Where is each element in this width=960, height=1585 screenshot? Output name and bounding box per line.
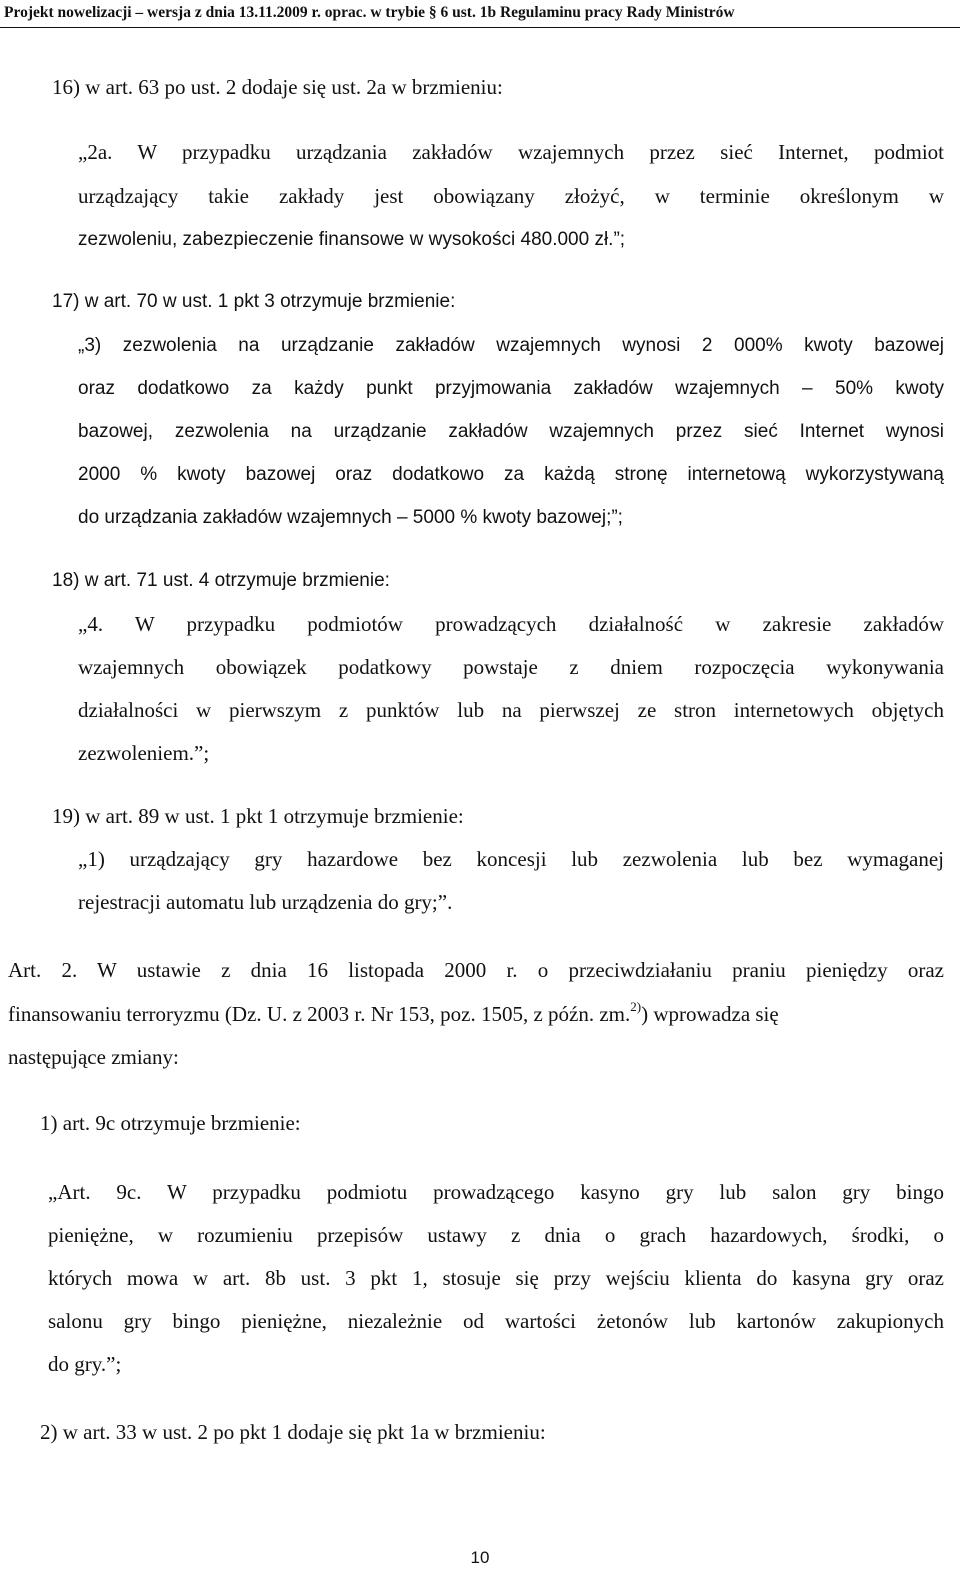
header-divider bbox=[0, 27, 960, 28]
quote-3-line-3: bazowej, zezwolenia na urządzanie zakładów wzajemnych przez sieć Internet wynosi bbox=[78, 421, 944, 442]
amendment-19: 19) w art. 89 w ust. 1 pkt 1 otrzymuje brzmienie: bbox=[52, 804, 464, 828]
quote-4-line-4: zezwoleniem.”; bbox=[78, 741, 210, 765]
amendment-17: 17) w art. 70 w ust. 1 pkt 3 otrzymuje brzmienie: bbox=[52, 291, 456, 312]
document-header: Projekt nowelizacji – wersja z dnia 13.11.2009 r. oprac. w trybie § 6 ust. 1b Regulaminu pracy Rady Ministrów bbox=[4, 4, 735, 21]
quote-2a-line-1: „2a. W przypadku urządzania zakładów wzajemnych przez sieć Internet, podmiot bbox=[78, 140, 944, 164]
art-9c-line-5: do gry.”; bbox=[48, 1352, 122, 1376]
quote-3-line-1: „3) zezwolenia na urządzanie zakładów wzajemnych wynosi 2 000% kwoty bazowej bbox=[78, 335, 944, 356]
change-2: 2) w art. 33 w ust. 2 po pkt 1 dodaje się pkt 1a w brzmieniu: bbox=[40, 1420, 546, 1444]
art-9c-line-1: „Art. 9c. W przypadku podmiotu prowadzącego kasyno gry lub salon gry bingo bbox=[48, 1180, 944, 1204]
amendment-16: 16) w art. 63 po ust. 2 dodaje się ust. 2a w brzmieniu: bbox=[52, 75, 503, 99]
quote-3-line-2: oraz dodatkowo za każdy punkt przyjmowania zakładów wzajemnych – 50% kwoty bbox=[78, 378, 944, 399]
quote-1-line-1: „1) urządzający gry hazardowe bez koncesji lub zezwolenia lub bez wymaganej bbox=[78, 847, 944, 871]
amendment-18: 18) w art. 71 ust. 4 otrzymuje brzmienie: bbox=[52, 570, 390, 591]
quote-4-line-3: działalności w pierwszym z punktów lub na pierwszej ze stron internetowych objętych bbox=[78, 698, 944, 722]
art-9c-line-4: salonu gry bingo pieniężne, niezależnie od wartości żetonów lub kartonów zakupionych bbox=[48, 1309, 944, 1333]
quote-3-line-5: do urządzania zakładów wzajemnych – 5000 % kwoty bazowej;”; bbox=[78, 507, 623, 528]
quote-2a-line-3: zezwoleniu, zabezpieczenie finansowe w wysokości 480.000 zł.”; bbox=[78, 229, 626, 250]
quote-4-line-2: wzajemnych obowiązek podatkowy powstaje z dniem rozpoczęcia wykonywania bbox=[78, 655, 944, 679]
quote-2a-line-2: urządzający takie zakłady jest obowiązany złożyć, w terminie określonym w bbox=[78, 184, 944, 208]
page-number: 10 bbox=[470, 1548, 490, 1567]
art-2-line-2: finansowaniu terroryzmu (Dz. U. z 2003 r. Nr 153, poz. 1505, z późn. zm.$^{2)}$) wprowadza się bbox=[8, 999, 779, 1026]
quote-4-line-1: „4. W przypadku podmiotów prowadzących działalność w zakresie zakładów bbox=[78, 612, 944, 636]
footnote-reference: 2) bbox=[630, 999, 642, 1014]
change-1: 1) art. 9c otrzymuje brzmienie: bbox=[40, 1111, 301, 1135]
quote-3-line-4: 2000 % kwoty bazowej oraz dodatkowo za każdą stronę internetową wykorzystywaną bbox=[78, 464, 944, 485]
art-9c-line-3: których mowa w art. 8b ust. 3 pkt 1, stosuje się przy wejściu klienta do kasyna gry oraz bbox=[48, 1266, 944, 1290]
art-2-line-3: następujące zmiany: bbox=[8, 1045, 179, 1069]
art-9c-line-2: pieniężne, w rozumieniu przepisów ustawy z dnia o grach hazardowych, środki, o bbox=[48, 1223, 944, 1247]
quote-1-line-2: rejestracji automatu lub urządzenia do gry;”. bbox=[78, 890, 453, 914]
art-2-line-1: Art. 2. W ustawie z dnia 16 listopada 2000 r. o przeciwdziałaniu praniu pieniędzy oraz bbox=[8, 958, 944, 982]
